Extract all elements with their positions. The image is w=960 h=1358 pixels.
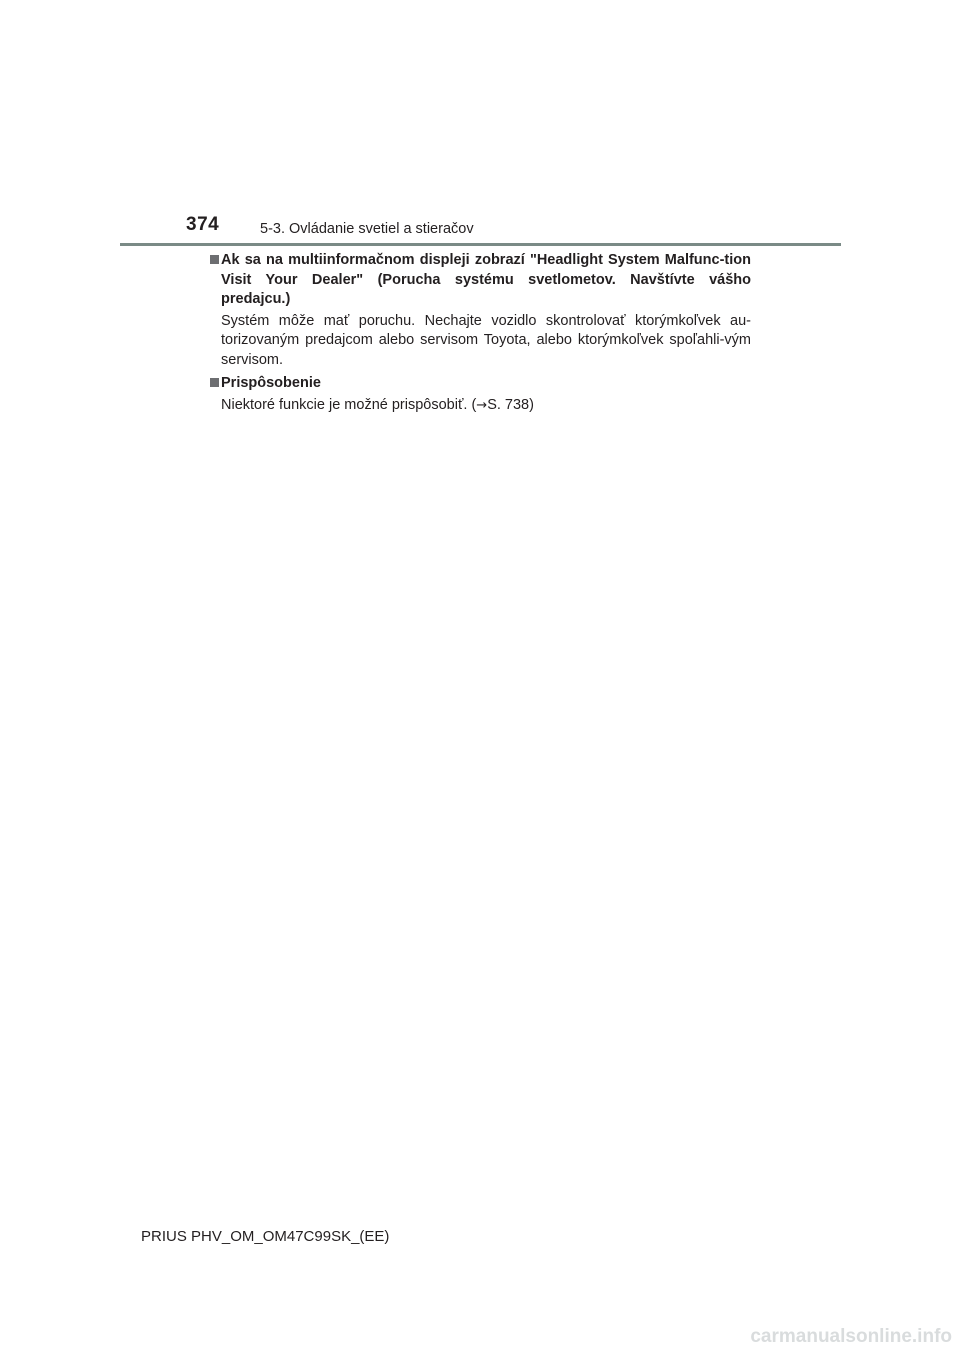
body-text-prefix: Niektoré funkcie je možné prispôsobiť. ( bbox=[221, 396, 477, 413]
content bbox=[210, 251, 751, 415]
arrow-right-icon: → bbox=[476, 397, 488, 413]
section-body: Systém môže mať poruchu. Nechajte vozidlo skontrolovať ktorýmkoľvek au-torizovaným predajcom alebo servisom Toyota, alebo ktorýmkoľvek spoľahli-vým servisom. bbox=[221, 312, 751, 368]
header-rule bbox=[120, 243, 841, 246]
section-heading: Ak sa na multiinformačnom displeji zobrazí "Headlight System Malfunc-tion Visit Your Dealer" (Porucha systému svetlometov. Navštívte vášho predajcu.) bbox=[221, 252, 751, 307]
page-reference-link[interactable]: S. 738) bbox=[487, 396, 534, 413]
square-bullet-icon bbox=[210, 378, 219, 387]
footer-doc-code: PRIUS PHV_OM_OM47C99SK_(EE) bbox=[141, 1228, 390, 1245]
section-customization bbox=[210, 374, 751, 415]
page-number: 374 bbox=[186, 214, 220, 235]
section-title: 5-3. Ovládanie svetiel a stieračov bbox=[260, 221, 474, 237]
square-bullet-icon bbox=[210, 255, 219, 264]
section-headlight-malfunction bbox=[210, 251, 751, 370]
section-body bbox=[221, 396, 751, 416]
watermark: carmanualsonline.info bbox=[750, 1326, 952, 1347]
section-heading: Prispôsobenie bbox=[221, 375, 321, 391]
